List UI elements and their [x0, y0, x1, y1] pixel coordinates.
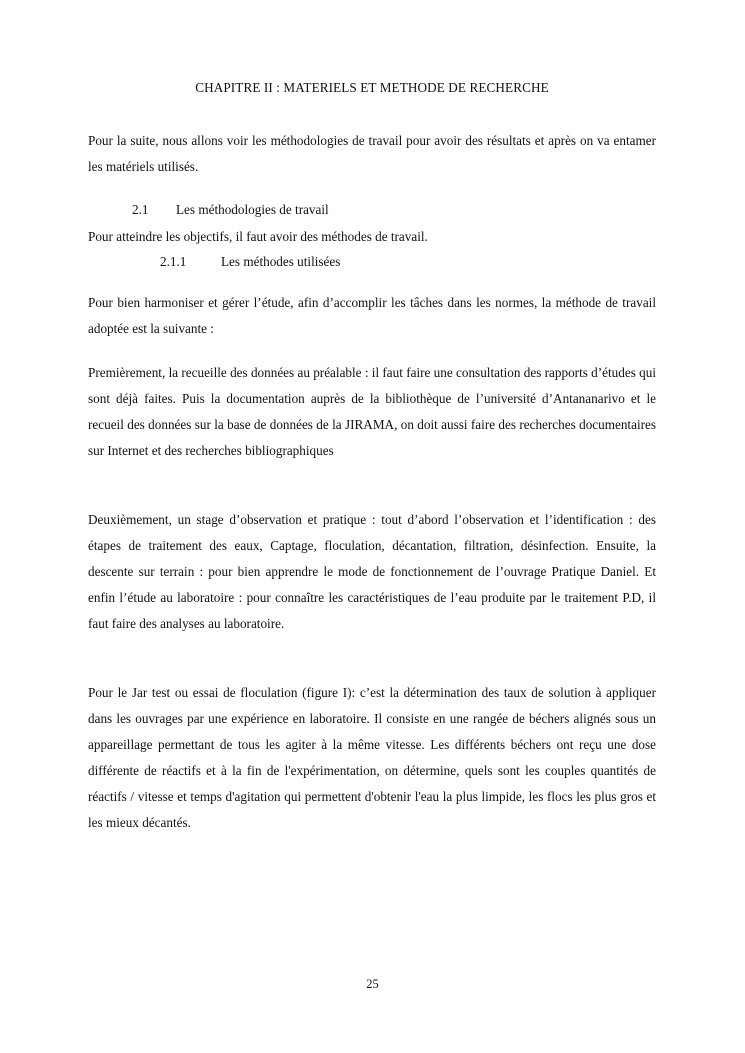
paragraph-jar-test: Pour le Jar test ou essai de floculation (figure I): c’est la détermination des taux de solution à appliquer dans les ouvrages par une expérience en laboratoire. Il consiste en une rangée de béchers alignés sous un appareillage permettant de tous les agiter à la même vitesse. Les différents béchers ont reçu une dose différente de réactifs et à la fin de l'expérimentation, on détermine, quels sont les couples quantités de réactifs / vitesse et temps d'agitation qui permettent d'obtenir l'eau la plus limpide, les flocs les plus gros et les mieux décantés.	[88, 685, 656, 830]
intro-paragraph: Pour la suite, nous allons voir les méthodologies de travail pour avoir des résultats et après on va entamer les matériels utilisés.	[88, 133, 656, 174]
section-number: 2.1	[132, 202, 149, 217]
section-title: Les méthodologies de travail	[176, 202, 329, 217]
paragraph-premierement: Premièrement, la recueille des données au préalable : il faut faire une consultation des rapports d’études qui sont déjà faites. Puis la documentation auprès de la bibliothèque de l’université d’Antananarivo et le recueil des données sur la base de données de la JIRAMA, on doit aussi faire des recherches documentaires sur Internet et des recherches bibliographiques	[88, 365, 656, 458]
subsection-number: 2.1.1	[160, 254, 187, 269]
page-number: 25	[366, 977, 379, 991]
chapter-title: CHAPITRE II : MATERIELS ET METHODE DE RECHERCHE	[195, 80, 549, 95]
section-intro: Pour atteindre les objectifs, il faut avoir des méthodes de travail.	[88, 229, 428, 244]
subsection-title: Les méthodes utilisées	[221, 254, 341, 269]
paragraph-deuxiemement: Deuxièmement, un stage d’observation et pratique : tout d’abord l’observation et l’identification : des étapes de traitement des eaux, Captage, floculation, décantation, filtration, désinfection. Ensuite, la descente sur terrain : pour bien apprendre le mode de fonctionnement de l’ouvrage Pratique Daniel. Et enfin l’étude au laboratoire : pour connaître les caractéristiques de l’eau produite par le traitement P.D, il faut faire des analyses au laboratoire.	[88, 512, 656, 631]
paragraph-harmoniser: Pour bien harmoniser et gérer l’étude, afin d’accomplir les tâches dans les normes, la méthode de travail adoptée est la suivante :	[88, 295, 656, 336]
